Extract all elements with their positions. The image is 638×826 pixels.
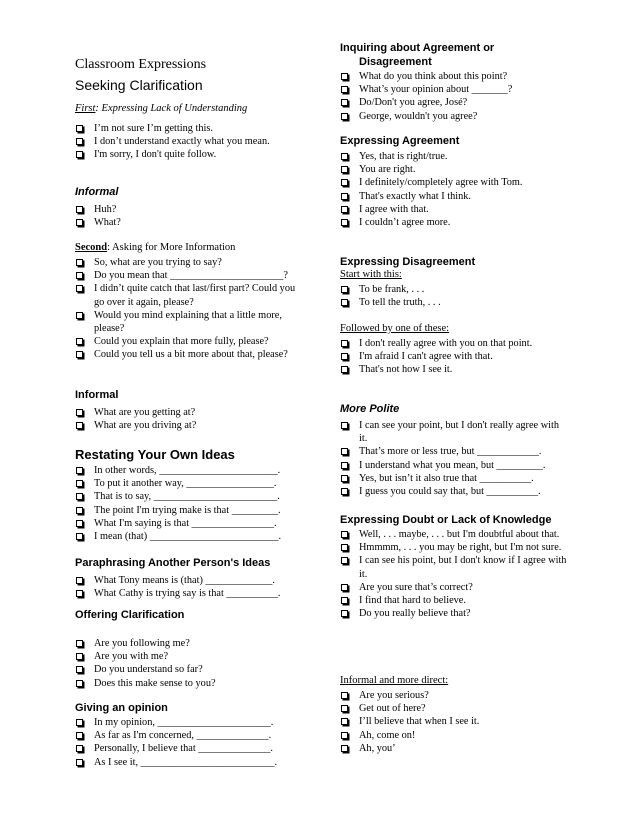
list-item (75, 122, 315, 135)
checkbox-bullet-icon (76, 125, 83, 132)
checkbox-bullet-icon (341, 206, 348, 213)
list-item (75, 663, 315, 676)
list-item (75, 282, 307, 308)
document-title: Classroom Expressions (75, 57, 207, 72)
list-item (340, 150, 580, 163)
first-list (75, 122, 315, 162)
list-item-text: That is to say, ________________________. (94, 491, 280, 503)
list-item (340, 83, 580, 96)
list-item (340, 702, 580, 715)
checkbox-bullet-icon (341, 475, 348, 482)
offering-list (75, 637, 315, 690)
followed-by-label: Followed by one of these: (340, 323, 450, 334)
list-item (340, 296, 580, 309)
agreement-list (340, 150, 580, 229)
list-item (340, 729, 580, 742)
list-item-text: Are you following me? (94, 638, 190, 649)
list-item (75, 587, 315, 600)
list-item-text: I'm afraid I can't agree with that. (359, 351, 493, 363)
informal-list-1 (75, 203, 315, 229)
list-item (75, 419, 315, 432)
list-item (75, 637, 315, 650)
list-item (75, 477, 315, 490)
checkbox-bullet-icon (341, 86, 348, 93)
list-item-text: What’s your opinion about _______? (359, 84, 513, 96)
list-item-text: Yes, but isn’t it also true that __________. (359, 472, 534, 484)
checkbox-bullet-icon (76, 467, 83, 474)
informal-heading-2: Informal (75, 389, 119, 401)
paraphrasing-list (75, 574, 315, 600)
checkbox-bullet-icon (341, 366, 348, 373)
list-item-text: Are you sure that’s correct? (359, 581, 473, 593)
checkbox-bullet-icon (341, 113, 348, 120)
followed-list (340, 337, 580, 377)
checkbox-bullet-icon (341, 597, 348, 604)
checkbox-bullet-icon (76, 480, 83, 487)
checkbox-bullet-icon (341, 462, 348, 469)
opinion-heading: Giving an opinion (75, 702, 168, 714)
restating-heading: Restating Your Own Ideas (75, 447, 235, 462)
list-item-text: I’m not sure I’m getting this. (94, 123, 213, 134)
list-item-text: That's exactly what I think. (359, 190, 471, 202)
list-item (75, 716, 315, 729)
list-item (340, 110, 580, 123)
checkbox-bullet-icon (76, 507, 83, 514)
list-item-text: You are right. (359, 164, 416, 176)
checkbox-bullet-icon (341, 166, 348, 173)
list-item-text: So, what are you trying to say? (94, 257, 222, 268)
list-item-text: What I'm saying is that ________________. (94, 517, 277, 529)
first-label-word: First (75, 103, 96, 114)
list-item-text: I definitely/completely agree with Tom. (359, 177, 523, 189)
inquiring-heading-cont: Disagreement (359, 56, 432, 68)
list-item-text: What Tony means is (that) _____________. (94, 575, 275, 586)
checkbox-bullet-icon (76, 493, 83, 500)
start-with-label: Start with this: (340, 269, 402, 280)
list-item-text: Hmmmm, . . . you may be right, but I'm not sure. (359, 542, 562, 554)
list-item (75, 729, 315, 742)
list-item-text: To put it another way, _________________. (94, 478, 277, 490)
list-item (340, 541, 568, 554)
list-item-text: That's not how I see it. (359, 364, 453, 376)
checkbox-bullet-icon (76, 732, 83, 739)
list-item (75, 135, 315, 148)
list-item-text: I mean (that) _________________________. (94, 531, 282, 543)
list-item (75, 464, 315, 477)
list-item (75, 216, 315, 229)
checkbox-bullet-icon (76, 219, 83, 226)
checkbox-bullet-icon (341, 353, 348, 360)
list-item-text: To tell the truth, . . . (359, 297, 441, 309)
list-item (340, 176, 580, 189)
list-item-text: Does this make sense to you? (94, 677, 216, 689)
disagreement-heading: Expressing Disagreement (340, 256, 476, 268)
polite-heading: More Polite (340, 403, 400, 415)
list-item (340, 715, 580, 728)
restating-list (75, 464, 315, 543)
list-item-text: Do/Don't you agree, José? (359, 97, 468, 109)
agreement-heading: Expressing Agreement (340, 135, 460, 147)
first-label-rest: : Expressing Lack of Understanding (95, 103, 248, 114)
list-item (340, 337, 580, 350)
list-item-text: Are you serious? (359, 690, 429, 701)
list-item-text: The point I'm trying make is that _________. (94, 504, 281, 516)
list-item (340, 472, 568, 485)
list-item-text: In other words, _______________________. (94, 465, 281, 476)
list-item (75, 756, 315, 769)
list-item (75, 256, 307, 269)
list-item (340, 96, 580, 109)
opinion-list (75, 716, 315, 769)
checkbox-bullet-icon (76, 338, 83, 345)
list-item (75, 148, 315, 161)
list-item-text: I understand what you mean, but _________. (359, 459, 546, 471)
list-item (340, 163, 580, 176)
list-item-text: Do you mean that ______________________? (94, 270, 288, 282)
doubt-list (340, 528, 568, 620)
checkbox-bullet-icon (76, 422, 83, 429)
checkbox-bullet-icon (76, 272, 83, 279)
checkbox-bullet-icon (76, 759, 83, 766)
list-item-text: Could you explain that more fully, please? (94, 336, 269, 348)
polite-list (340, 419, 568, 498)
checkbox-bullet-icon (341, 73, 348, 80)
list-item (340, 554, 568, 580)
list-item (340, 350, 580, 363)
list-item-text: I find that hard to believe. (359, 595, 466, 607)
checkbox-bullet-icon (341, 286, 348, 293)
list-item (340, 742, 580, 755)
checkbox-bullet-icon (341, 448, 348, 455)
list-item-text: Ah, come on! (359, 729, 416, 741)
list-item (340, 203, 580, 216)
second-list (75, 256, 307, 362)
paraphrasing-heading: Paraphrasing Another Person's Ideas (75, 557, 271, 569)
list-item-text: As far as I'm concerned, ______________. (94, 730, 272, 742)
checkbox-bullet-icon (341, 193, 348, 200)
checkbox-bullet-icon (341, 488, 348, 495)
list-item (340, 70, 580, 83)
list-item-text: I agree with that. (359, 203, 429, 215)
checkbox-bullet-icon (76, 312, 83, 319)
list-item (75, 490, 315, 503)
checkbox-bullet-icon (341, 732, 348, 739)
doubt-heading: Expressing Doubt or Lack of Knowledge (340, 514, 552, 526)
list-item (340, 283, 580, 296)
list-item-text: Could you tell us a bit more about that, please? (94, 349, 288, 361)
checkbox-bullet-icon (76, 653, 83, 660)
checkbox-bullet-icon (76, 680, 83, 687)
checkbox-bullet-icon (76, 640, 83, 647)
list-item (75, 406, 315, 419)
list-item-text: Are you with me? (94, 651, 169, 663)
list-item (75, 203, 315, 216)
informal-list-2 (75, 406, 315, 432)
list-item-text: George, wouldn't you agree? (359, 110, 478, 122)
list-item-text: What are you getting at? (94, 407, 196, 418)
list-item-text: I didn’t quite catch that last/first part? Could you go over it again, please? (94, 283, 296, 308)
list-item-text: I’ll believe that when I see it. (359, 716, 480, 728)
checkbox-bullet-icon (341, 531, 348, 538)
checkbox-bullet-icon (76, 351, 83, 358)
checkbox-bullet-icon (76, 533, 83, 540)
informal-heading-1: Informal (75, 186, 119, 198)
checkbox-bullet-icon (76, 206, 83, 213)
list-item-text: I don't really agree with you on that point. (359, 338, 533, 349)
list-item (340, 528, 568, 541)
checkbox-bullet-icon (76, 590, 83, 597)
checkbox-bullet-icon (341, 544, 348, 551)
checkbox-bullet-icon (76, 285, 83, 292)
list-item-text: Get out of here? (359, 703, 426, 715)
checkbox-bullet-icon (341, 745, 348, 752)
list-item-text: Do you understand so far? (94, 664, 203, 676)
checkbox-bullet-icon (76, 745, 83, 752)
list-item-text: What are you driving at? (94, 420, 197, 432)
document-subtitle: Seeking Clarification (75, 77, 203, 93)
second-label-rest: : Asking for More Information (107, 242, 236, 253)
list-item (75, 574, 315, 587)
list-item-text: What do you think about this point? (359, 71, 508, 82)
inquiring-list (340, 70, 580, 123)
list-item (340, 485, 568, 498)
list-item (75, 504, 315, 517)
list-item (75, 269, 307, 282)
list-item-text: Ah, you’ (359, 742, 396, 754)
list-item-text: That’s more or less true, but ____________. (359, 446, 542, 458)
informal-direct-label: Informal and more direct: (340, 675, 449, 686)
list-item-text: I can see his point, but I don't know if I agree with it. (359, 555, 567, 580)
list-item-text: In my opinion, ______________________. (94, 717, 274, 728)
checkbox-bullet-icon (76, 259, 83, 266)
second-label (75, 242, 235, 253)
checkbox-bullet-icon (76, 719, 83, 726)
checkbox-bullet-icon (76, 577, 83, 584)
list-item (340, 607, 568, 620)
checkbox-bullet-icon (341, 219, 348, 226)
list-item-text: I can see your point, but I don't really agree with it. (359, 420, 560, 445)
checkbox-bullet-icon (76, 520, 83, 527)
checkbox-bullet-icon (341, 340, 348, 347)
list-item-text: To be frank, . . . (359, 284, 425, 295)
checkbox-bullet-icon (341, 299, 348, 306)
checkbox-bullet-icon (76, 409, 83, 416)
checkbox-bullet-icon (341, 179, 348, 186)
list-item (340, 445, 568, 458)
checkbox-bullet-icon (341, 557, 348, 564)
checkbox-bullet-icon (341, 153, 348, 160)
list-item (75, 742, 315, 755)
informal-direct-list (340, 689, 580, 755)
list-item-text: Would you mind explaining that a little more, please? (94, 309, 282, 335)
list-item (75, 335, 307, 348)
list-item (340, 419, 568, 445)
checkbox-bullet-icon (76, 151, 83, 158)
start-list (340, 283, 580, 309)
checkbox-bullet-icon (341, 718, 348, 725)
list-item (75, 309, 307, 335)
list-item-text: Do you really believe that? (359, 608, 471, 620)
checkbox-bullet-icon (341, 705, 348, 712)
list-item (340, 581, 568, 594)
list-item (340, 190, 580, 203)
list-item (340, 363, 580, 376)
list-item-text: Well, . . . maybe, . . . but I'm doubtful about that. (359, 529, 560, 540)
list-item (340, 689, 580, 702)
list-item (75, 530, 315, 543)
list-item-text: Huh? (94, 204, 117, 215)
list-item-text: As I see it, __________________________. (94, 756, 278, 768)
checkbox-bullet-icon (341, 584, 348, 591)
list-item (75, 677, 315, 690)
checkbox-bullet-icon (341, 422, 348, 429)
list-item-text: I don’t understand exactly what you mean. (94, 136, 270, 148)
list-item-text: What Cathy is trying say is that __________. (94, 588, 281, 600)
checkbox-bullet-icon (76, 138, 83, 145)
checkbox-bullet-icon (76, 666, 83, 673)
second-label-word: Second (75, 242, 108, 253)
list-item (75, 348, 307, 361)
first-label (75, 103, 247, 114)
list-item-text: What? (94, 217, 121, 229)
list-item-text: I'm sorry, I don't quite follow. (94, 149, 217, 161)
list-item-text: I couldn’t agree more. (359, 217, 451, 229)
list-item (340, 216, 580, 229)
inquiring-heading: Inquiring about Agreement or (340, 42, 495, 54)
offering-heading: Offering Clarification (75, 609, 185, 621)
list-item (75, 517, 315, 530)
checkbox-bullet-icon (341, 99, 348, 106)
checkbox-bullet-icon (341, 610, 348, 617)
list-item (75, 650, 315, 663)
list-item-text: I guess you could say that, but __________. (359, 486, 541, 498)
list-item (340, 594, 568, 607)
list-item (340, 459, 568, 472)
checkbox-bullet-icon (341, 692, 348, 699)
list-item-text: Personally, I believe that ______________. (94, 743, 273, 755)
list-item-text: Yes, that is right/true. (359, 151, 448, 162)
